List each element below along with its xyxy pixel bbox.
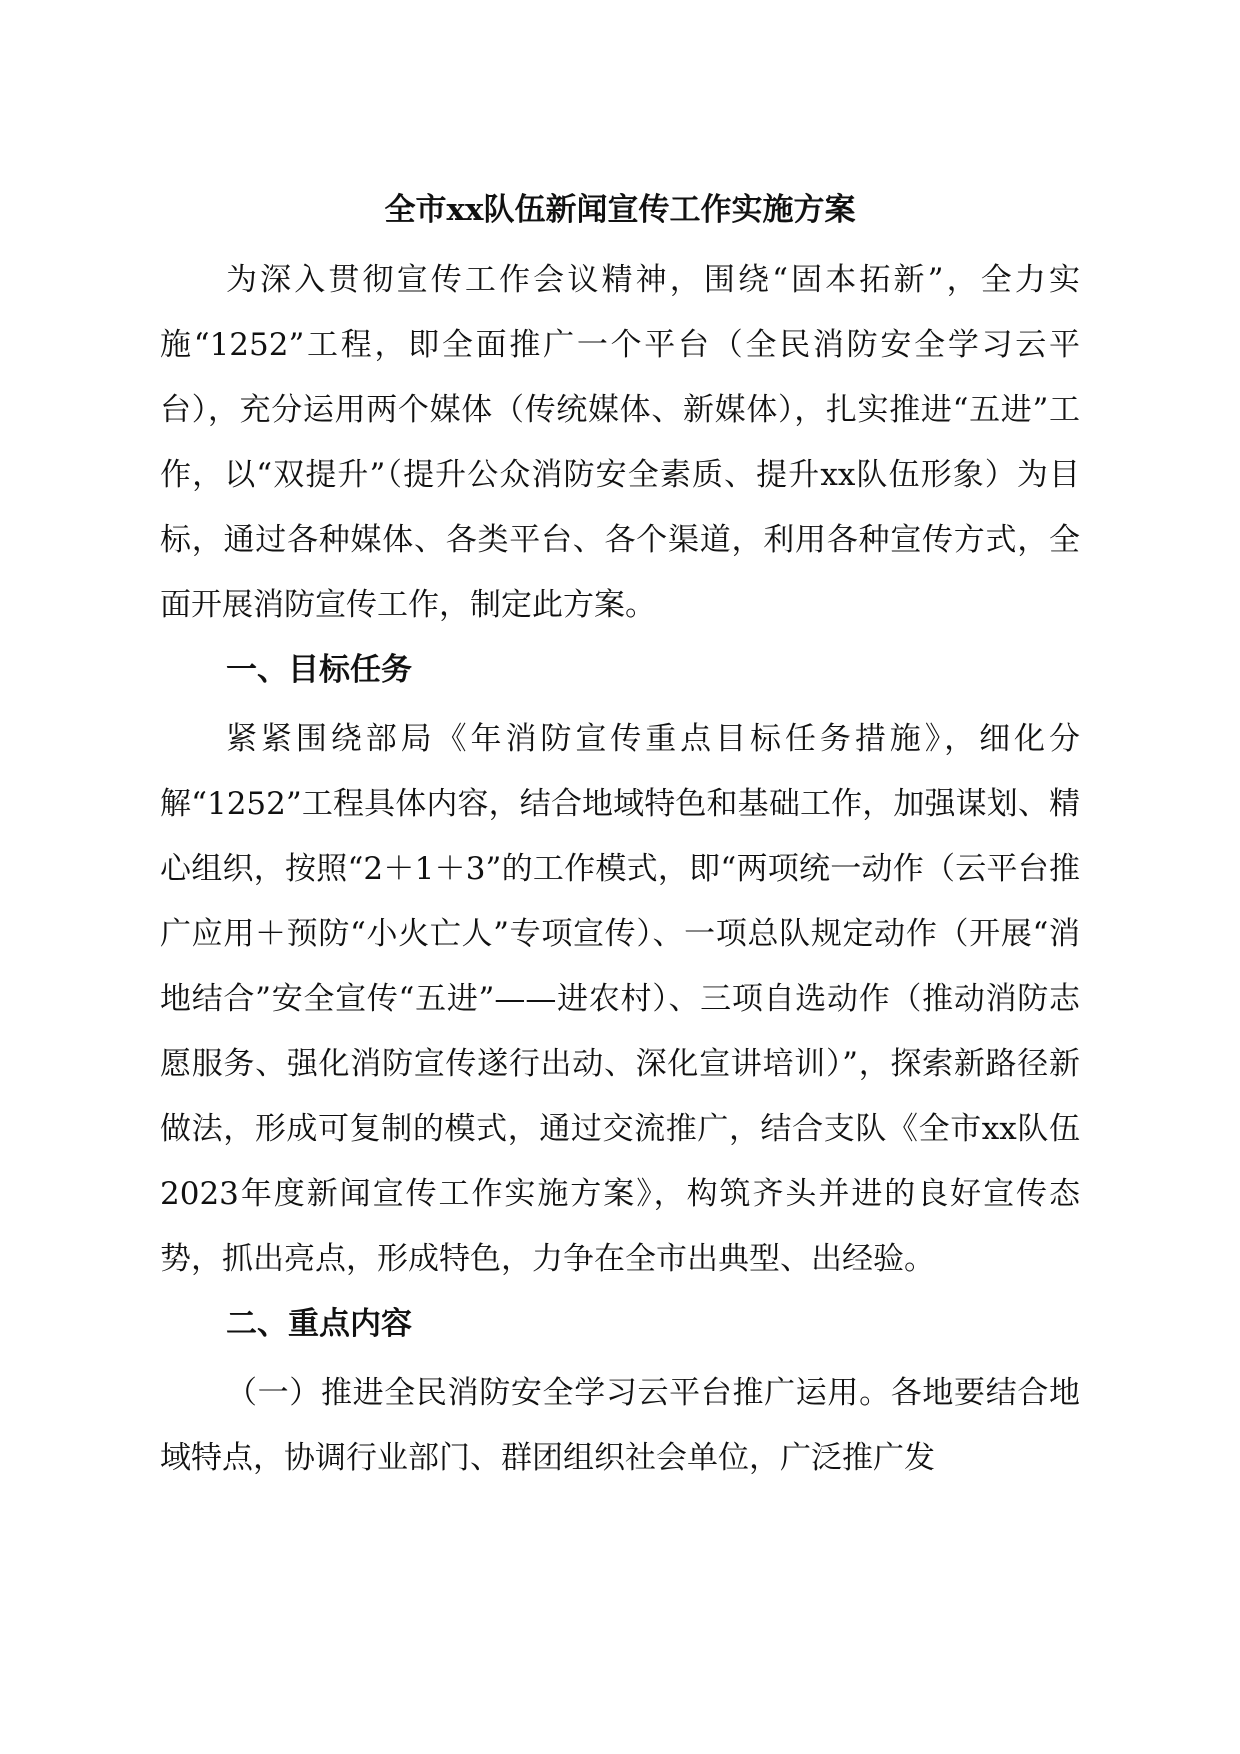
section-heading-1: 一、目标任务 [226,652,412,688]
section-1-paragraph: 紧紧围绕部局《年消防宣传重点目标任务措施》，细化分解“1252”工程具体内容，结合地域特色和基础工作，加强谋划、精心组织，按照“2＋1＋3”的工作模式，即“两项统一动作（云平台推广应用＋预防“小火亡人”专项宣传）、一项总队规定动作（开展“消地结合”安全宣传“五进”——进农村）、三项自选动作（推动消防志愿服务、强化消防宣传遂行出动、深化宣讲培训）”，探索新路径新做法，形成可复制的模式，通过交流推广，结合支队《全市xx队伍2023年度新闻宣传工作实施方案》，构筑齐头并进的良好宣传态势，抓出亮点，形成特色，力争在全市出典型、出经验。 [160,721,1080,1277]
intro-paragraph: 为深入贯彻宣传工作会议精神，围绕“固本拓新”，全力实施“1252”工程，即全面推广一个平台（全民消防安全学习云平台），充分运用两个媒体（传统媒体、新媒体），扎实推进“五进”工作，以“双提升”（提升公众消防安全素质、提升xx队伍形象）为目标，通过各种媒体、各类平台、各个渠道，利用各种宣传方式，全面开展消防宣传工作，制定此方案。 [160,262,1080,623]
section-2-paragraph: （一）推进全民消防安全学习云平台推广运用。各地要结合地域特点，协调行业部门、群团组织社会单位，广泛推广发 [160,1375,1080,1476]
document-title: 全市xx队伍新闻宣传工作实施方案 [384,192,856,228]
section-heading-2: 二、重点内容 [226,1306,412,1342]
document-page [160,190,1080,1491]
